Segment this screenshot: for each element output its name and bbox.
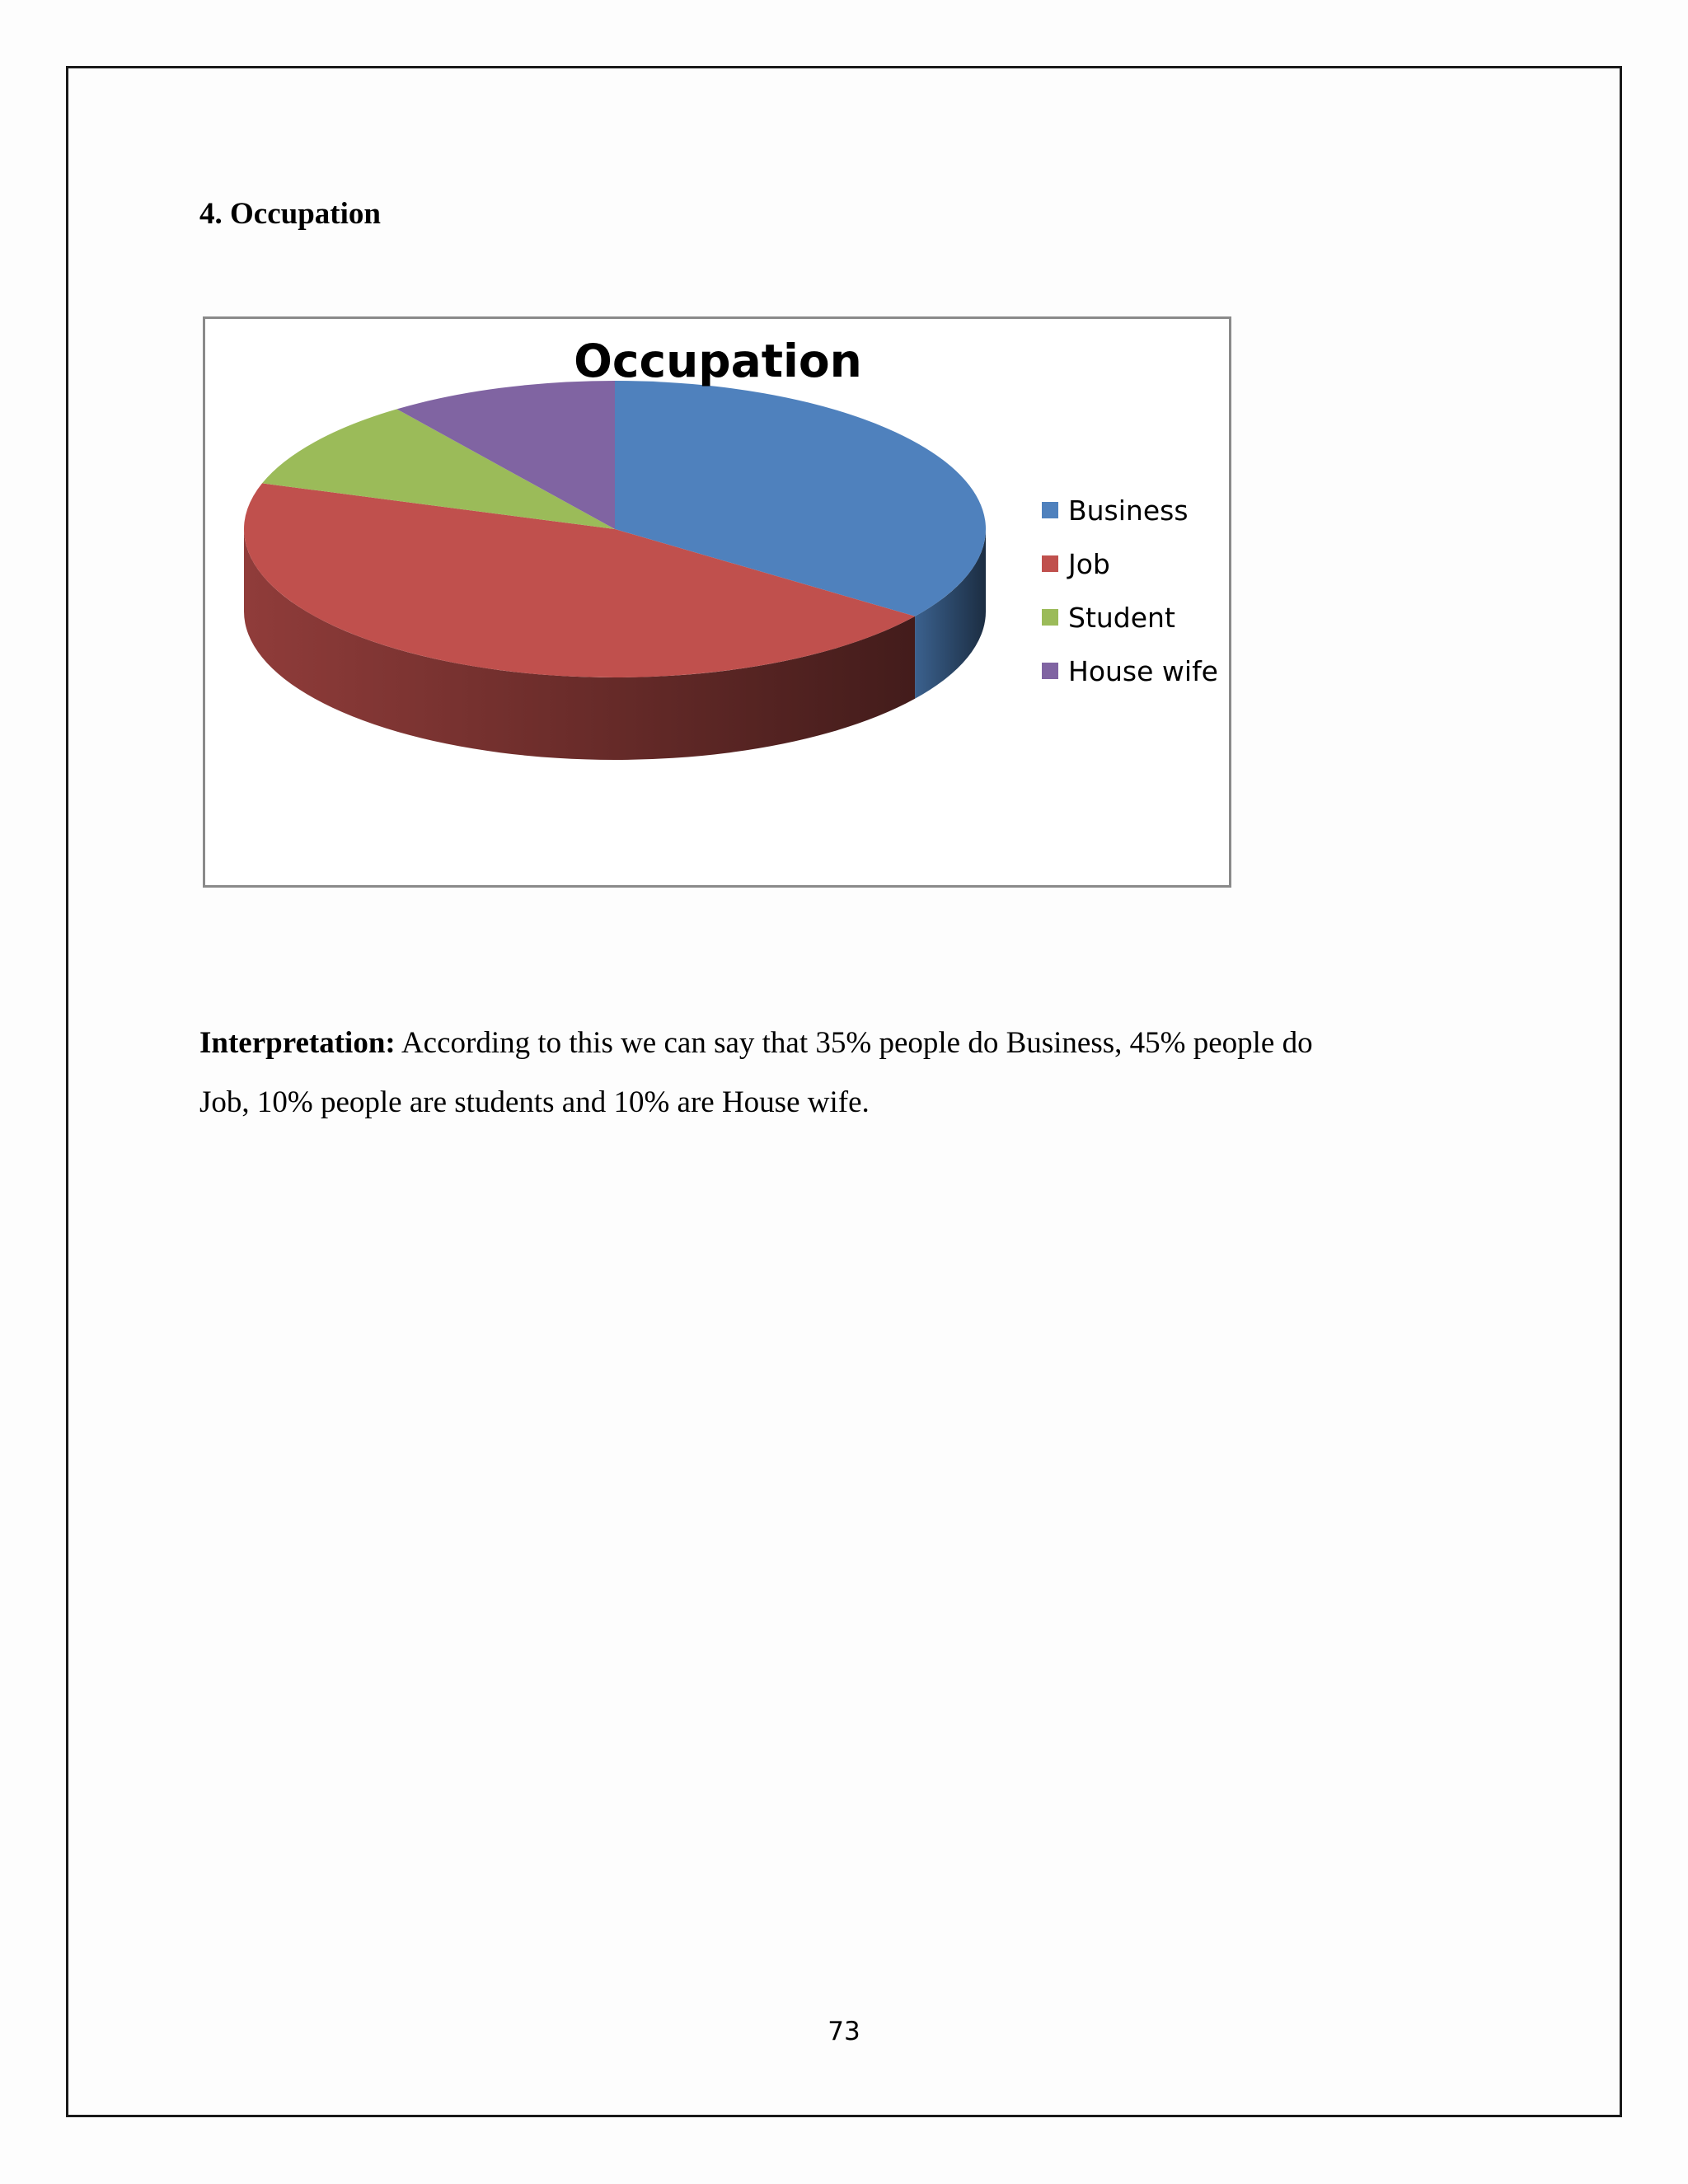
interpretation-line-1: According to this we can say that 35% people do Business, 45% people do bbox=[401, 1026, 1313, 1060]
interpretation-label: Interpretation: bbox=[199, 1026, 396, 1060]
legend-label-house-wife: House wife bbox=[1068, 655, 1218, 687]
legend-swatch-house-wife bbox=[1042, 663, 1058, 679]
pie-body bbox=[244, 381, 986, 760]
legend-label-business: Business bbox=[1068, 494, 1189, 527]
legend-label-student: Student bbox=[1068, 602, 1175, 634]
legend-label-job: Job bbox=[1068, 548, 1110, 580]
page-number: 73 bbox=[828, 2017, 860, 2046]
legend-swatch-job bbox=[1042, 555, 1058, 572]
interpretation-line-2: Job, 10% people are students and 10% are House wife. bbox=[199, 1085, 870, 1119]
legend-swatch-business bbox=[1042, 502, 1058, 518]
interpretation-paragraph bbox=[199, 1014, 1436, 1132]
chart-frame bbox=[203, 316, 1231, 888]
section-heading: 4. Occupation bbox=[199, 197, 381, 231]
chart-title: Occupation bbox=[574, 335, 862, 387]
chart-legend bbox=[1042, 494, 1218, 687]
legend-swatch-student bbox=[1042, 609, 1058, 626]
pie-chart bbox=[205, 319, 1229, 885]
